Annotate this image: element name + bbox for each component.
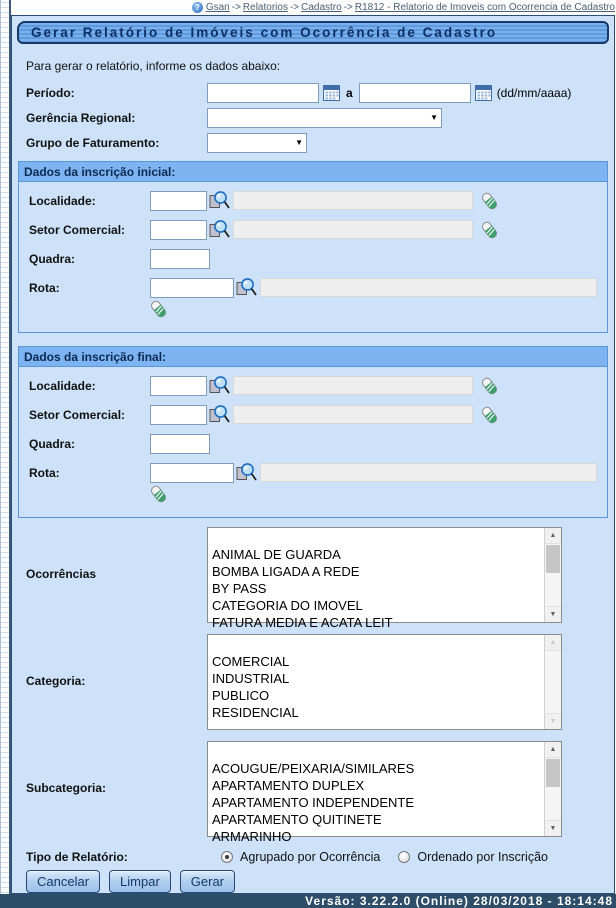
setor-final-row [29,404,601,425]
list-option[interactable] [208,529,544,546]
quadra-label: Quadra: [29,436,76,451]
breadcrumb-links [206,2,615,13]
eraser-icon[interactable] [481,220,498,240]
eraser-icon[interactable] [150,484,167,504]
eraser-icon[interactable] [481,405,498,425]
breadcrumb-link[interactable]: Cadastro [301,2,342,13]
list-option[interactable]: INDUSTRIAL [212,671,290,686]
ocorrencias-label: Ocorrências [26,567,97,581]
breadcrumb-separator: -> [289,2,300,13]
setor-inicial-row [29,219,601,240]
setor-inicial-name [233,220,473,239]
periodo-end-input[interactable] [359,83,471,103]
radio-label: Ordenado por Inscrição [417,850,548,864]
limpar-button[interactable]: Limpar [109,870,171,893]
search-icon[interactable] [209,219,230,240]
quadra-final-input[interactable] [150,434,210,454]
breadcrumb [11,0,616,15]
subcategoria-label: Subcategoria: [26,781,107,795]
ocorrencias-listbox[interactable] [207,527,562,630]
action-buttons-row [26,870,606,893]
gerencia-regional-select[interactable] [207,108,442,128]
gerencia-regional-row [26,107,608,128]
rota-inicial-eraser-row [150,299,601,324]
localidade-final-name [233,376,473,395]
calendar-icon[interactable] [475,85,492,101]
gerar-button[interactable]: Gerar [180,870,235,893]
localidade-final-row [29,375,601,396]
scroll-up-icon[interactable]: ▲ [545,528,561,544]
scroll-down-icon[interactable]: ▼ [545,713,561,729]
list-option[interactable]: ARMARINHO [212,829,292,844]
subcategoria-scrollbar[interactable] [544,742,561,836]
dropdown-arrow-icon: ▼ [430,113,438,122]
setor-comercial-label: Setor Comercial: [29,407,126,422]
rota-inicial-row [29,277,601,298]
rota-label: Rota: [29,280,60,295]
eraser-icon[interactable] [481,191,498,211]
quadra-inicial-input[interactable] [150,249,210,269]
radio-label: Agrupado por Ocorrência [240,850,381,864]
search-icon[interactable] [209,375,230,396]
list-option[interactable]: PUBLICO [212,688,270,703]
version-footer [0,894,616,908]
ocorrencias-scrollbar[interactable] [544,528,561,622]
quadra-label: Quadra: [29,251,76,266]
rota-final-name [260,463,597,482]
scrollbar-thumb[interactable] [546,545,560,573]
list-option[interactable]: APARTAMENTO INDEPENDENTE [212,795,415,810]
tipo-relatorio-group [221,850,566,864]
scroll-down-icon[interactable]: ▼ [545,820,561,836]
subcategoria-listbox[interactable] [207,741,562,844]
rota-label: Rota: [29,465,60,480]
radio-dot-icon [398,851,410,863]
ocorrencias-options [208,528,544,630]
page-title-text: Gerar Relatório de Imóveis com Ocorrência de Cadastro [31,25,498,40]
page-title [17,21,609,44]
intro-text: Para gerar o relatório, informe os dados abaixo: [26,59,281,73]
localidade-label: Localidade: [29,378,96,393]
breadcrumb-link[interactable]: Gsan [205,2,230,13]
grupo-faturamento-row [26,132,608,153]
date-format-hint: (dd/mm/aaaa) [496,85,572,100]
main-panel [11,15,615,894]
list-option[interactable]: FATURA MEDIA E ACATA LEIT [212,615,393,630]
setor-comercial-label: Setor Comercial: [29,222,126,237]
inscricao-inicial-title: Dados da inscrição inicial: [19,162,607,182]
categoria-options [208,635,544,729]
breadcrumb-separator: -> [231,2,241,13]
eraser-icon[interactable] [481,376,498,396]
tipo-relatorio-row [26,850,608,864]
search-icon[interactable] [209,404,230,425]
grupo-faturamento-select[interactable] [207,133,307,153]
rota-final-row [29,462,601,483]
subcategoria-options [208,742,544,844]
list-option[interactable] [208,743,544,760]
list-option[interactable]: BOMBA LIGADA A REDE [212,564,360,579]
gerencia-regional-label: Gerência Regional: [26,110,136,125]
breadcrumb-separator: -> [343,2,353,13]
localidade-inicial-name [233,191,473,210]
list-option[interactable]: ANIMAL DE GUARDA [212,547,341,562]
scroll-up-icon[interactable]: ▲ [545,635,561,651]
cancelar-button[interactable]: Cancelar [26,870,100,893]
setor-inicial-input[interactable] [150,220,207,240]
help-icon[interactable]: ? [192,2,203,13]
periodo-row [26,82,608,103]
setor-final-name [233,405,473,424]
left-decorative-strip [0,0,11,894]
quadra-final-row [29,433,601,454]
inscricao-final-section [18,346,608,518]
ocorrencias-row [26,527,608,630]
periodo-separator: a [346,85,353,100]
localidade-final-input[interactable] [150,376,207,396]
periodo-label: Período: [26,85,75,100]
scroll-up-icon[interactable]: ▲ [545,742,561,758]
inscricao-final-title: Dados da inscrição final: [19,347,607,367]
breadcrumb-link[interactable]: R1812 - Relatorio de Imoveis com Ocorrencia de Cadastro [354,2,615,13]
grupo-faturamento-label: Grupo de Faturamento: [26,135,160,150]
list-option[interactable]: RESIDENCIAL [212,705,299,720]
scroll-down-icon[interactable]: ▼ [545,606,561,622]
subcategoria-row [26,741,608,844]
radio-agrupado-por-ocorrencia[interactable] [221,850,380,864]
inscricao-inicial-section [18,161,608,333]
rota-final-eraser-row [150,484,601,509]
list-option[interactable]: CATEGORIA DO IMOVEL [212,598,363,613]
list-option[interactable]: ACOUGUE/PEIXARIA/SIMILARES [212,761,415,776]
tipo-relatorio-label: Tipo de Relatório: [26,850,128,864]
scrollbar-thumb[interactable] [546,759,560,787]
list-option[interactable] [208,636,544,653]
localidade-inicial-row [29,190,601,211]
categoria-label: Categoria: [26,674,86,688]
localidade-label: Localidade: [29,193,96,208]
search-icon[interactable] [236,277,257,298]
categoria-row [26,634,608,730]
eraser-icon[interactable] [150,299,167,319]
search-icon[interactable] [236,462,257,483]
version-text: Versão: 3.22.2.0 (Online) 28/03/2018 - 18:14:48 [305,894,613,908]
list-option[interactable]: APARTAMENTO DUPLEX [212,778,365,793]
search-icon[interactable] [209,190,230,211]
radio-dot-icon [221,851,233,863]
categoria-listbox[interactable] [207,634,562,730]
localidade-inicial-input[interactable] [150,191,207,211]
list-option[interactable]: COMERCIAL [212,654,290,669]
rota-inicial-name [260,278,597,297]
radio-ordenado-por-inscricao[interactable] [398,850,548,864]
periodo-start-input[interactable] [207,83,319,103]
list-option[interactable]: BY PASS [212,581,267,596]
rota-final-input[interactable] [150,463,234,483]
calendar-icon[interactable] [323,85,340,101]
breadcrumb-link[interactable]: Relatorios [242,2,288,13]
quadra-inicial-row [29,248,601,269]
list-option[interactable]: APARTAMENTO QUITINETE [212,812,382,827]
dropdown-arrow-icon: ▼ [295,138,303,147]
categoria-scrollbar[interactable] [544,635,561,729]
setor-final-input[interactable] [150,405,207,425]
rota-inicial-input[interactable] [150,278,234,298]
